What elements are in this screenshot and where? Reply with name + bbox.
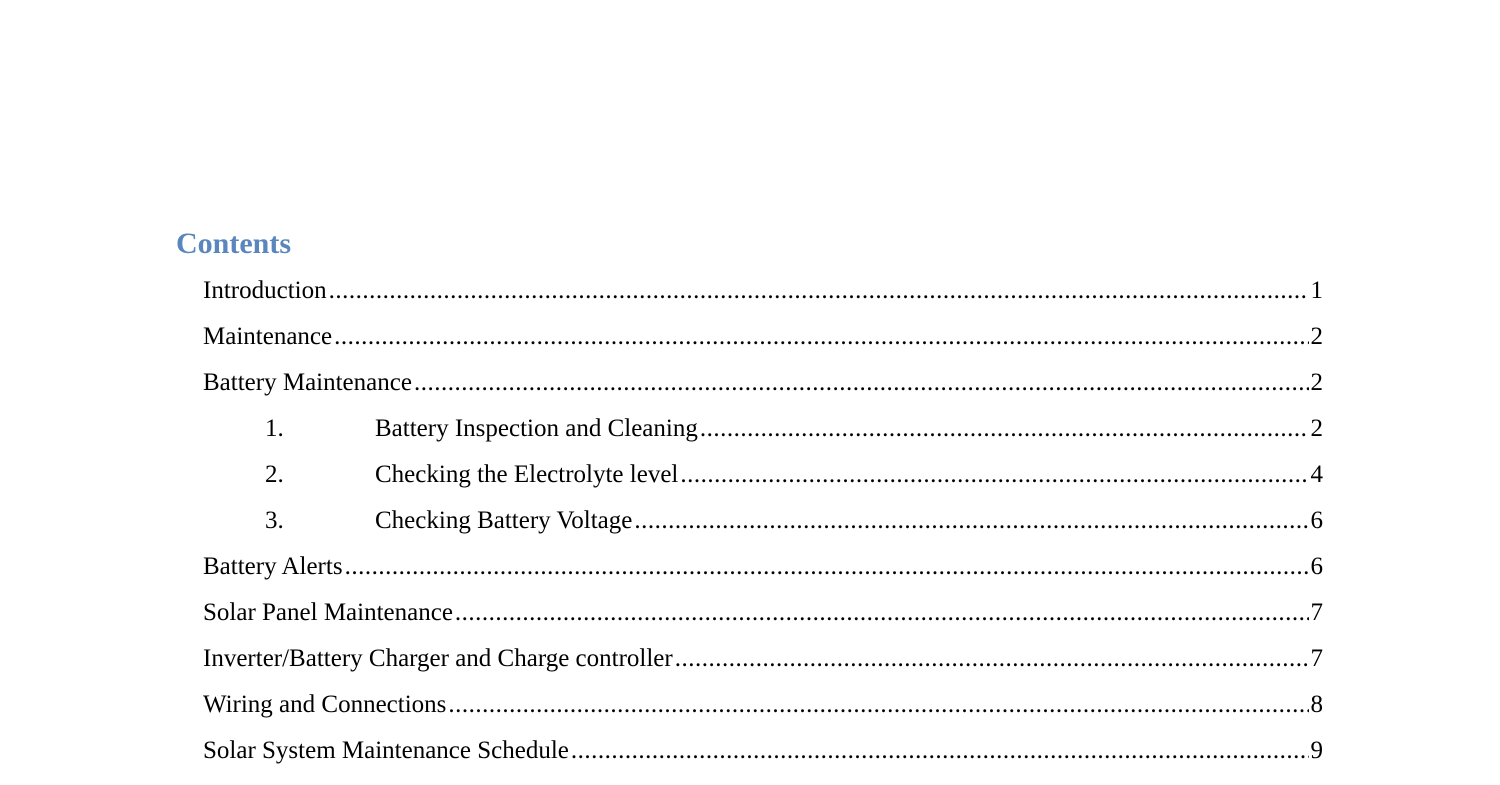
toc-entry-title: Solar System Maintenance Schedule <box>203 737 569 764</box>
dot-leader <box>334 314 1308 360</box>
toc-entry-title: Checking the Electrolyte level <box>375 461 679 488</box>
dot-leader <box>680 452 1308 498</box>
toc-entry-number: 3. <box>265 507 284 534</box>
toc-entry[interactable] <box>203 360 1323 406</box>
toc-entry-title: Battery Alerts <box>203 553 343 580</box>
toc-entry-title: Maintenance <box>203 323 333 350</box>
toc-entry[interactable] <box>265 498 1323 544</box>
toc-entry[interactable] <box>203 682 1323 728</box>
toc-entry-page-number: 6 <box>1310 553 1323 580</box>
toc-entry-page-number: 4 <box>1310 461 1323 488</box>
toc-entry-page-number: 2 <box>1310 323 1323 350</box>
toc-entry-title: Introduction <box>203 277 327 304</box>
toc-entry[interactable] <box>203 728 1323 774</box>
dot-leader <box>448 682 1308 728</box>
dot-leader <box>700 406 1309 452</box>
toc-entry[interactable] <box>203 636 1323 682</box>
toc-entry-page-number: 8 <box>1310 691 1323 718</box>
toc-entry-page-number: 7 <box>1310 599 1323 626</box>
dot-leader <box>675 636 1309 682</box>
toc-entry-number: 2. <box>265 461 284 488</box>
toc-entry-page-number: 7 <box>1310 645 1323 672</box>
toc-entry-page-number: 2 <box>1310 369 1323 396</box>
toc-entry[interactable] <box>203 314 1323 360</box>
dot-leader <box>345 544 1309 590</box>
toc-entry-title: Inverter/Battery Charger and Charge controller <box>203 645 673 672</box>
toc-entry[interactable] <box>203 544 1323 590</box>
toc-entry-title: Battery Inspection and Cleaning <box>375 415 698 442</box>
toc-entry-title: Battery Maintenance <box>203 369 412 396</box>
toc-entry-title: Checking Battery Voltage <box>375 507 633 534</box>
toc-entry[interactable] <box>265 406 1323 452</box>
dot-leader <box>634 498 1308 544</box>
toc-entry-page-number: 1 <box>1310 277 1323 304</box>
toc-heading: Contents <box>176 227 292 260</box>
toc-entry[interactable] <box>203 590 1323 636</box>
toc-entry-title: Solar Panel Maintenance <box>203 599 453 626</box>
dot-leader <box>455 590 1309 636</box>
toc-entry[interactable] <box>203 268 1323 314</box>
dot-leader <box>329 268 1309 314</box>
toc-entry[interactable] <box>265 452 1323 498</box>
toc-entry-page-number: 6 <box>1310 507 1323 534</box>
toc-entry-page-number: 2 <box>1310 415 1323 442</box>
dot-leader <box>571 728 1309 774</box>
toc-entry-number: 1. <box>265 415 284 442</box>
dot-leader <box>414 360 1309 406</box>
toc-entry-title: Wiring and Connections <box>203 691 447 718</box>
toc-entry-page-number: 9 <box>1310 737 1323 764</box>
